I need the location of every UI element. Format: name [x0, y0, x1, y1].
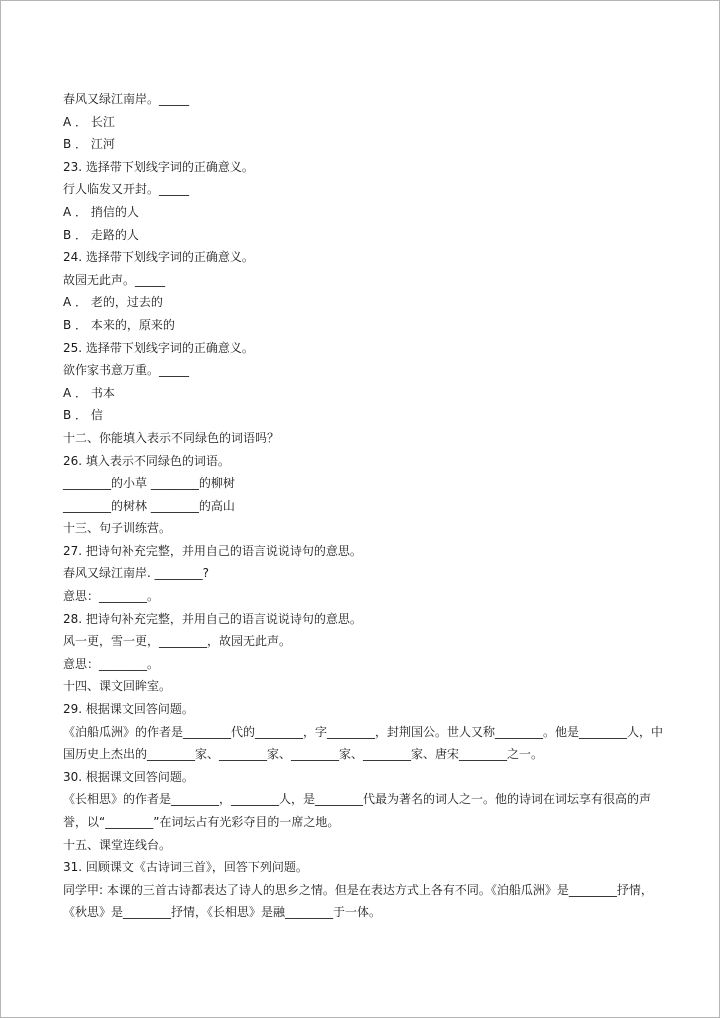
meaning-line: 意思：________。 [63, 656, 160, 671]
fill-blank-row: ________的树林 ________的高山 [63, 498, 235, 513]
option-b: B ． 江河 [63, 137, 115, 152]
poem-line: 风一更，雪一更，________，故园无此声。 [63, 634, 292, 649]
question-27: 27. 把诗句补充完整，并用自己的语言说说诗句的意思。 [63, 543, 362, 558]
question-text: 春风又绿江南岸。_____ [63, 92, 190, 106]
question-31: 31. 回顾课文《古诗词三首》，回答下列问题。 [63, 860, 308, 875]
question-30: 30. 根据课文回答问题。 [63, 769, 194, 784]
question-26: 26. 填入表示不同绿色的词语。 [63, 453, 230, 468]
option-a: A ． 长江 [63, 114, 115, 129]
question-24: 24. 选择带下划线字词的正确意义。 [63, 250, 254, 265]
question-30-paragraph: 《长相思》的作者是________，________人，是________代最为著名的词人之一。他的诗词在词坛享有很高的声誉，以“________”在词坛占有光彩夺目的一席之地。 [63, 792, 652, 829]
question-31-paragraph: 同学甲: 本课的三首古诗都表达了诗人的思乡之情。但是在表达方式上各有不同。《泊船瓜洲》是________抒情，《秋思》是________抒情，《长相思》是融________于一体。 [63, 882, 653, 920]
section-heading-15: 十五、课堂连线台。 [63, 837, 172, 852]
fill-blank-row: ________的小草 ________的柳树 [63, 476, 235, 491]
section-heading-13: 十三、句子训练营。 [63, 521, 172, 536]
section-heading-12: 十二、你能填入表示不同绿色的词语吗？ [63, 430, 280, 445]
question-text: 故园无此声。_____ [63, 272, 166, 287]
meaning-line: 意思：________。 [63, 589, 160, 604]
option-b: B ． 走路的人 [63, 227, 139, 242]
option-b: B ． 本来的，原来的 [63, 317, 175, 332]
option-a: A ． 捎信的人 [63, 204, 139, 219]
option-a: A ． 老的，过去的 [63, 295, 163, 310]
poem-line: 春风又绿江南岸. ________? [63, 566, 209, 581]
question-text: 行人临发又开封。_____ [63, 182, 190, 197]
question-23: 23. 选择带下划线字词的正确意义。 [63, 159, 254, 174]
option-b: B ． 信 [63, 408, 103, 423]
question-29-paragraph: 《泊船瓜洲》的作者是________代的________，字________，封荆国公。世人又称________。他是________人，中国历史上杰出的________家、________家、________家、________家、唐宋________之一。 [63, 724, 664, 762]
question-28: 28. 把诗句补充完整，并用自己的语言说说诗句的意思。 [63, 611, 362, 626]
section-heading-14: 十四、课文回眸室。 [63, 679, 172, 694]
question-29: 29. 根据课文回答问题。 [63, 702, 194, 717]
document-body [63, 88, 663, 924]
option-a: A ． 书本 [63, 385, 115, 400]
question-text: 欲作家书意万重。_____ [63, 363, 190, 378]
question-25: 25. 选择带下划线字词的正确意义。 [63, 340, 254, 355]
